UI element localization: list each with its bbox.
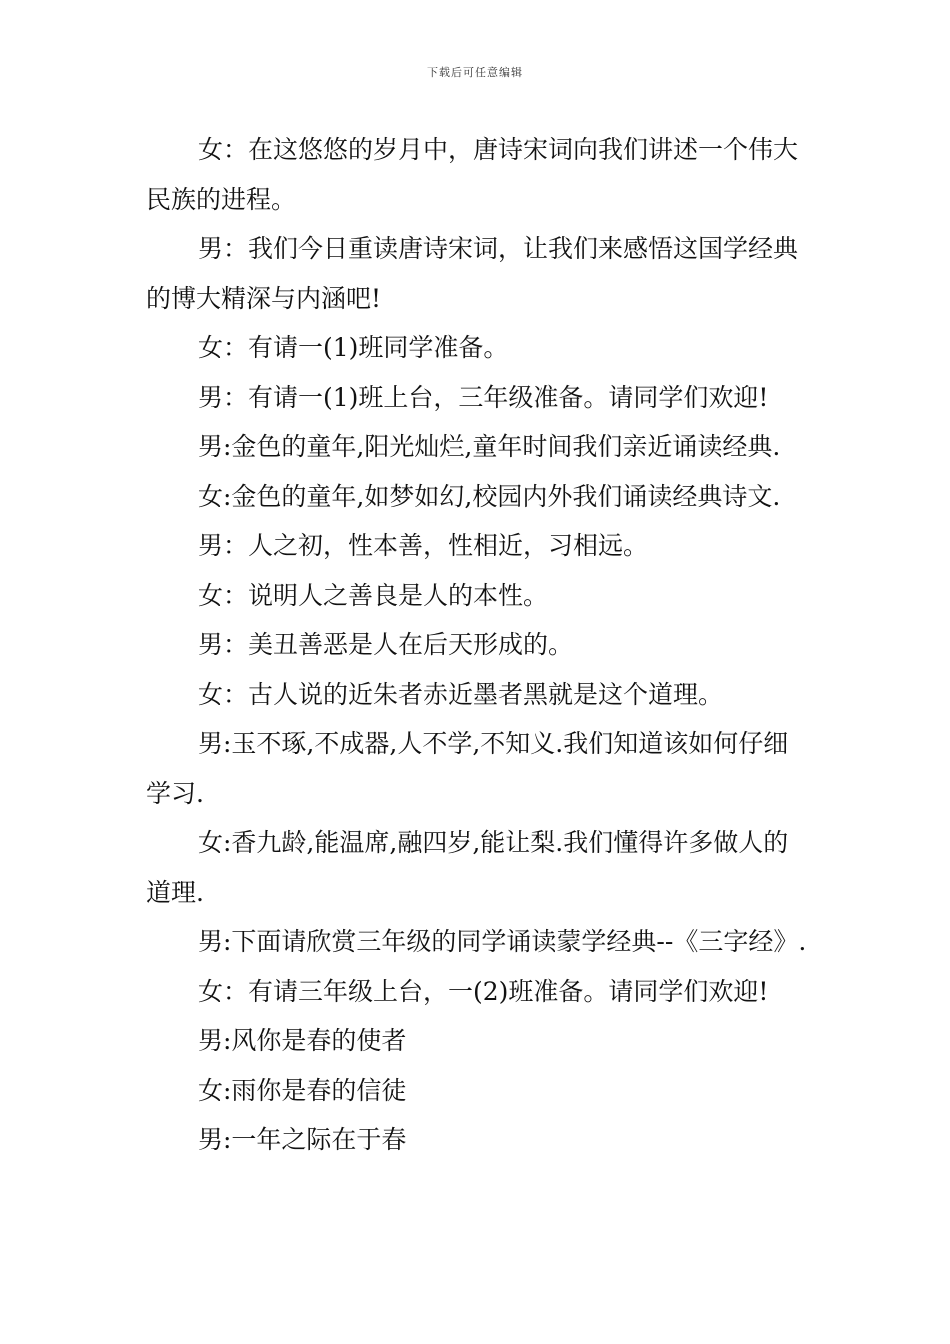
paragraph: 男:下面请欣赏三年级的同学诵读蒙学经典--《三字经》. bbox=[198, 927, 807, 956]
paragraph: 男:玉不琢,不成器,人不学,不知义.我们知道该如何仔细学习. bbox=[146, 729, 789, 808]
document-body bbox=[146, 125, 808, 1165]
paragraph: 男：人之初，性本善，性相近，习相远。 bbox=[198, 531, 649, 560]
paragraph: 男：有请一(1)班上台，三年级准备。请同学们欢迎! bbox=[198, 382, 769, 412]
paragraph: 男:一年之际在于春 bbox=[198, 1125, 407, 1154]
page-header: 下载后可任意编辑 bbox=[427, 66, 523, 79]
paragraph: 女：有请三年级上台，一(2)班准备。请同学们欢迎! bbox=[198, 976, 769, 1006]
paragraph: 女：在这悠悠的岁月中，唐诗宋词向我们讲述一个伟大民族的进程。 bbox=[146, 135, 799, 214]
paragraph: 女：有请一(1)班同学准备。 bbox=[198, 333, 509, 362]
paragraph: 男：美丑善恶是人在后天形成的。 bbox=[198, 630, 574, 659]
paragraph: 男：我们今日重读唐诗宋词，让我们来感悟这国学经典的博大精深与内涵吧! bbox=[146, 234, 799, 313]
paragraph: 女:雨你是春的信徒 bbox=[198, 1075, 407, 1105]
paragraph: 女:香九龄,能温席,融四岁,能让梨.我们懂得许多做人的道理. bbox=[146, 828, 789, 907]
paragraph: 女：古人说的近朱者赤近墨者黑就是这个道理。 bbox=[198, 679, 724, 709]
paragraph: 女：说明人之善良是人的本性。 bbox=[198, 580, 549, 610]
paragraph: 男:风你是春的使者 bbox=[198, 1026, 407, 1055]
paragraph: 男:金色的童年,阳光灿烂,童年时间我们亲近诵读经典. bbox=[198, 432, 781, 461]
paragraph: 女:金色的童年,如梦如幻,校园内外我们诵读经典诗文. bbox=[198, 481, 781, 511]
